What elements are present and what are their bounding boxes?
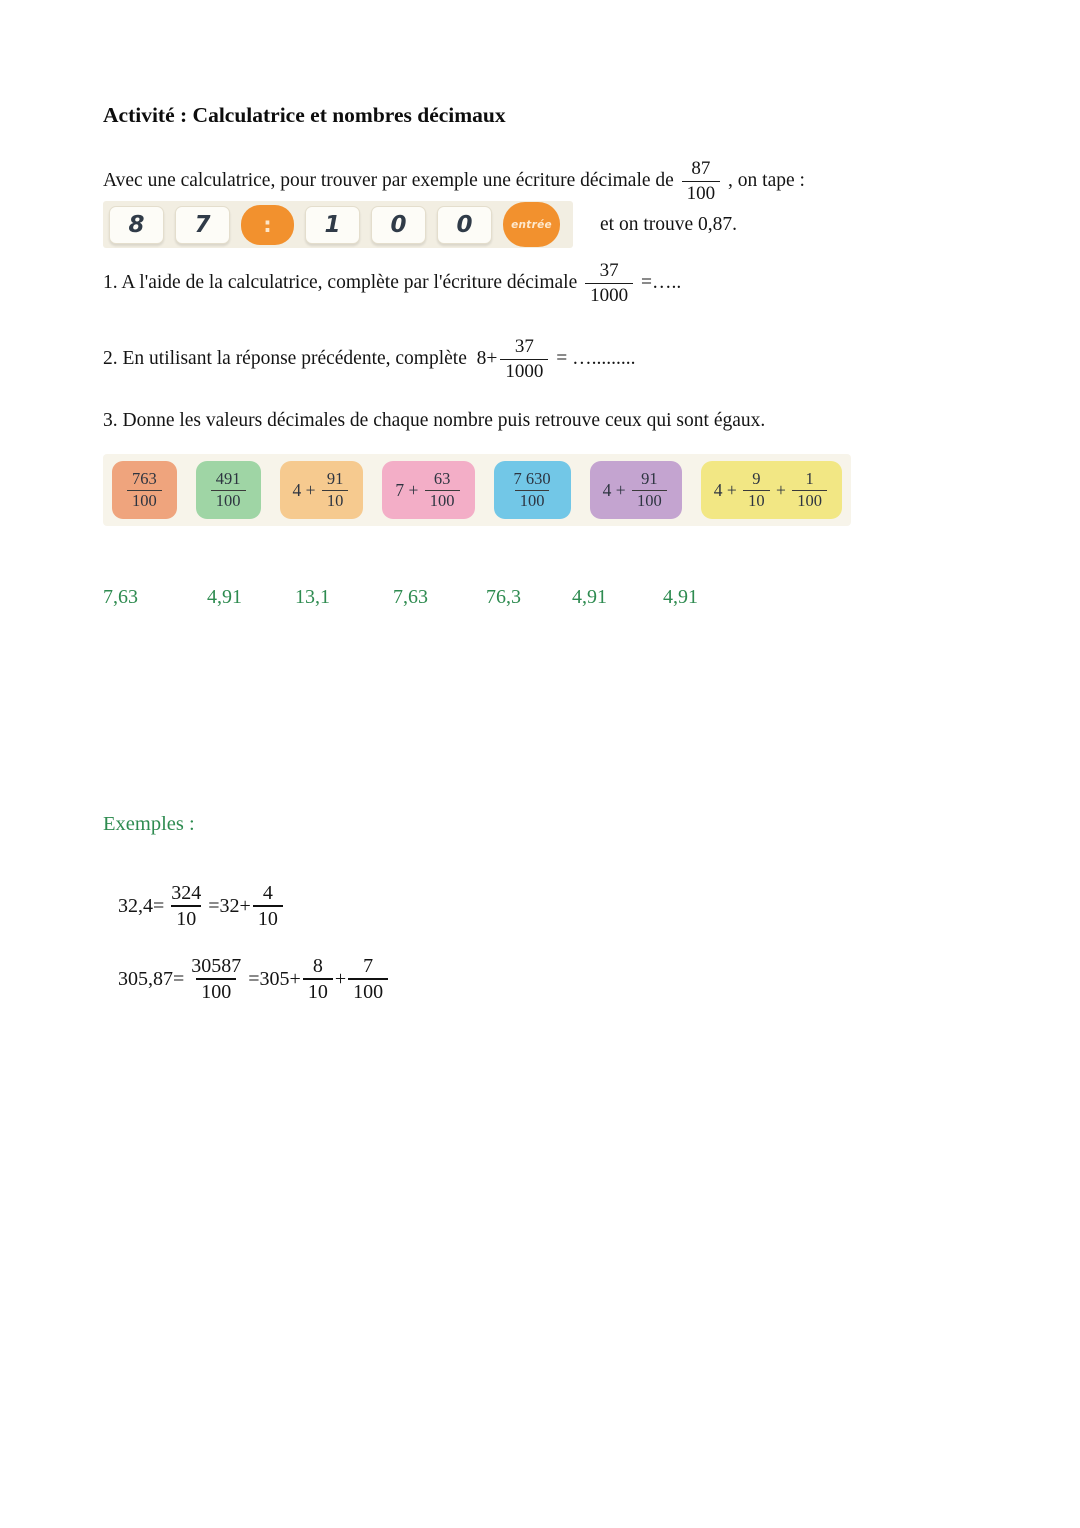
fraction-denominator: 1000 [500, 359, 548, 381]
example-line-1 [118, 883, 285, 930]
fraction-numerator: 7 [363, 955, 374, 977]
fraction-denominator: 100 [425, 490, 460, 510]
fraction-763-100 [127, 468, 162, 510]
fraction-numerator: 9 [752, 468, 761, 488]
fraction-63-100 [425, 468, 460, 510]
answers-row [103, 586, 823, 614]
text-run: =32+ [208, 894, 251, 917]
text-run: 3. Donne les valeurs décimales de chaque nombre puis retrouve ceux qui sont égaux. [103, 410, 766, 431]
text-run: 4 + [713, 479, 742, 500]
text-run: + [334, 967, 347, 990]
text-run: 305,87= [118, 967, 185, 990]
fraction-numerator: 1 [805, 468, 814, 488]
fraction-4-10 [253, 883, 283, 930]
fraction-denominator: 10 [303, 978, 333, 1002]
fraction-denominator: 100 [211, 490, 246, 510]
fraction-30587-100 [186, 956, 246, 1003]
examples-heading: Exemples : [103, 813, 195, 835]
calc-key-8: 8 [109, 206, 164, 244]
calculator-key-strip [103, 201, 573, 248]
text-run: , on tape : [723, 170, 805, 191]
number-card-3 [280, 461, 364, 519]
fraction-numerator: 87 [691, 158, 711, 180]
number-card-4 [382, 461, 474, 519]
fraction-324-10 [166, 883, 206, 930]
fraction-numerator: 4 [262, 882, 273, 904]
question-1 [103, 258, 681, 308]
answer-value: 4,91 [572, 586, 607, 608]
fraction-denominator: 10 [171, 905, 201, 929]
fraction-denominator: 100 [348, 978, 388, 1002]
number-card-2 [196, 461, 261, 519]
fraction-491-100 [211, 468, 246, 510]
number-cards-row [103, 454, 851, 526]
fraction-numerator: 491 [215, 468, 241, 488]
text-run: 1. A l'aide de la calculatrice, complète par l'écriture décimale [103, 272, 583, 293]
text-run: 32,4= [118, 894, 165, 917]
fraction-numerator: 37 [514, 336, 534, 358]
fraction-91-100 [632, 468, 667, 510]
calc-key-0: 0 [437, 206, 492, 244]
fraction-1-100 [792, 468, 827, 510]
text-run: Avec une calculatrice, pour trouver par exemple une écriture décimale de [103, 170, 679, 191]
calc-key-0: 0 [371, 206, 426, 244]
number-card-5 [494, 461, 571, 519]
fraction-91-10 [322, 468, 349, 510]
fraction-denominator: 10 [253, 905, 283, 929]
answer-value: 4,91 [663, 586, 698, 608]
text-run: =305+ [248, 967, 301, 990]
question-2 [103, 333, 636, 385]
answer-value: 76,3 [486, 586, 521, 608]
fraction-numerator: 37 [599, 260, 619, 282]
question-3 [103, 410, 765, 432]
fraction-numerator: 91 [326, 468, 344, 488]
number-card-1 [112, 461, 177, 519]
fraction-denominator: 10 [322, 490, 349, 510]
calc-key-:: : [241, 205, 294, 245]
fraction-numerator: 30587 [191, 955, 242, 977]
fraction-denominator: 100 [632, 490, 667, 510]
fraction-numerator: 91 [641, 468, 658, 488]
fraction-87-100 [682, 159, 721, 203]
calc-key-entrée: entrée [503, 202, 560, 247]
text-run: + [771, 479, 791, 500]
calc-key-7: 7 [175, 206, 230, 244]
activity-title: Activité : Calculatrice et nombres décimaux [103, 103, 506, 127]
answer-value: 7,63 [393, 586, 428, 608]
number-card-6 [590, 461, 682, 519]
answer-value: 4,91 [207, 586, 242, 608]
text-run: 4 + [602, 479, 630, 500]
fraction-37-1000 [500, 337, 548, 381]
fraction-denominator: 10 [743, 490, 770, 510]
fraction-8-10 [303, 956, 333, 1003]
fraction-denominator: 100 [682, 181, 721, 203]
fraction-denominator: 100 [127, 490, 162, 510]
fraction-numerator: 63 [433, 468, 451, 488]
calc-result-text: et on trouve 0,87. [600, 213, 738, 235]
number-card-7 [701, 461, 842, 519]
text-run: 4 + [292, 479, 320, 500]
fraction-7630-100 [509, 468, 556, 510]
fraction-numerator: 7 630 [513, 468, 551, 488]
text-run: 2. En utilisant la réponse précédente, complète 8+ [103, 348, 498, 369]
fraction-denominator: 100 [515, 490, 550, 510]
fraction-7-100 [348, 956, 388, 1003]
text-run: 7 + [395, 479, 423, 500]
calc-key-1: 1 [305, 206, 360, 244]
fraction-numerator: 324 [171, 882, 202, 904]
fraction-9-10 [743, 468, 770, 510]
fraction-numerator: 8 [312, 955, 323, 977]
text-run: = …......... [551, 348, 636, 369]
fraction-denominator: 100 [792, 490, 827, 510]
text-run: =….. [636, 272, 682, 293]
fraction-numerator: 763 [132, 468, 157, 488]
intro-line [103, 156, 805, 206]
fraction-denominator: 100 [196, 978, 236, 1002]
answer-value: 7,63 [103, 586, 138, 608]
fraction-denominator: 1000 [585, 283, 633, 305]
answer-value: 13,1 [295, 586, 330, 608]
calculator-key-row [103, 201, 737, 248]
example-line-2 [118, 956, 390, 1003]
fraction-37-1000 [585, 261, 633, 305]
